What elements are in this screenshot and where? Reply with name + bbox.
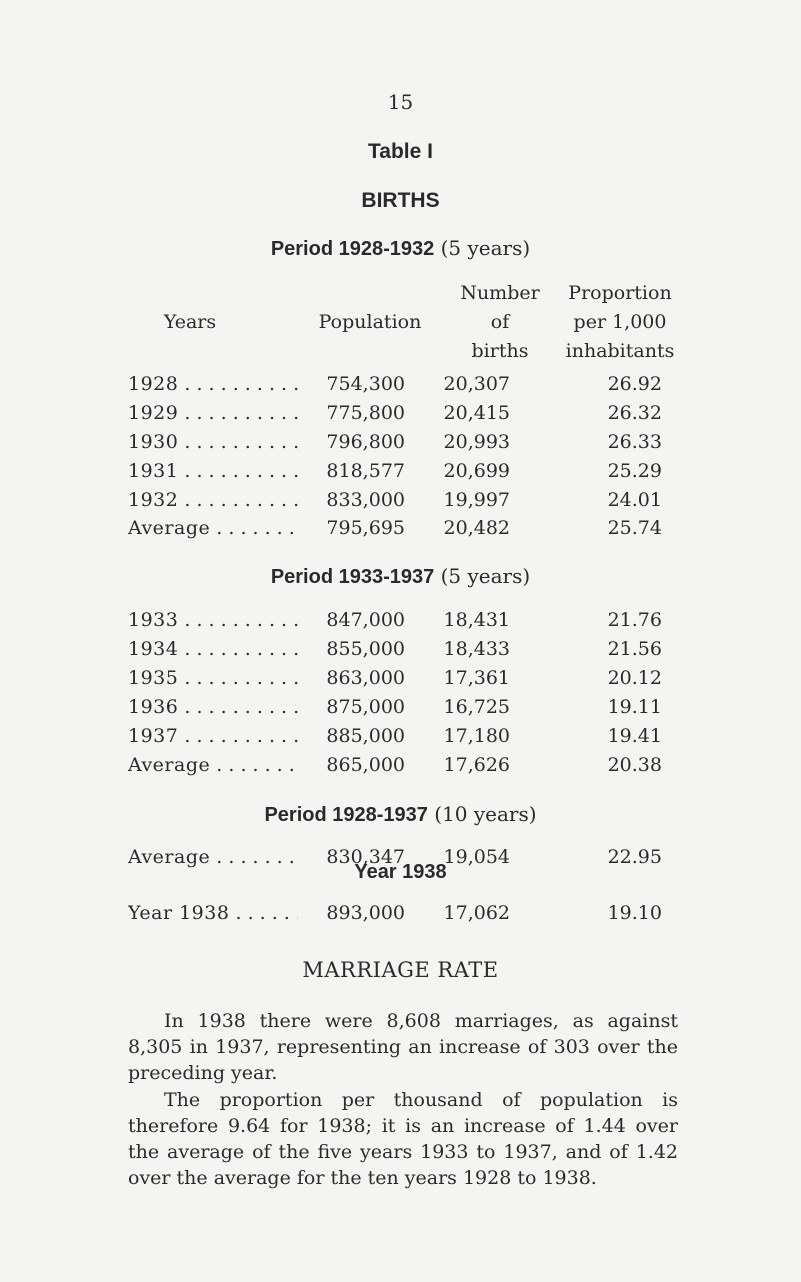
row-year: 1929 . . . xyxy=(128,402,298,424)
row-proportion: 24.01 xyxy=(607,489,662,511)
column-header-years: Years xyxy=(163,311,217,333)
header-line: Number xyxy=(460,282,540,304)
table-row xyxy=(0,667,801,697)
header-line: Proportion xyxy=(568,282,672,304)
paragraph: The proportion per thousand of population is therefore 9.64 for 1938; it is an increase of 1.44 over the average of the five years 1933 to 1937, and of 1.42 over the average for the ten years 1928 to 1938. xyxy=(128,1089,678,1189)
column-header-proportion xyxy=(510,279,730,366)
row-births: 20,993 xyxy=(443,431,510,453)
row-population: 855,000 xyxy=(326,638,405,660)
row-proportion: 21.56 xyxy=(607,638,662,660)
row-year: 1928 . . . xyxy=(128,373,298,395)
row-population: 893,000 xyxy=(326,902,405,924)
row-proportion: 21.76 xyxy=(607,609,662,631)
period-label: Period 1933-1937 xyxy=(270,566,435,588)
period-heading-1928-1937 xyxy=(0,802,801,827)
row-population: 818,577 xyxy=(326,460,405,482)
row-proportion: 22.95 xyxy=(607,846,662,868)
row-year: Average . . . xyxy=(128,754,298,776)
paragraph: In 1938 there were 8,608 marriages, as against 8,305 in 1937, representing an increase of 303 over the preceding year. xyxy=(128,1010,678,1084)
row-proportion: 25.74 xyxy=(607,517,662,539)
row-births: 20,699 xyxy=(443,460,510,482)
table-row xyxy=(0,725,801,755)
row-births: 16,725 xyxy=(443,696,510,718)
row-births: 17,062 xyxy=(443,902,510,924)
row-proportion: 19.11 xyxy=(607,696,662,718)
row-proportion: 26.92 xyxy=(607,373,662,395)
table-row xyxy=(0,696,801,726)
row-year: 1934 . . . xyxy=(128,638,298,660)
table-row xyxy=(0,460,801,490)
row-proportion: 20.12 xyxy=(607,667,662,689)
row-population: 875,000 xyxy=(326,696,405,718)
row-births: 17,626 xyxy=(443,754,510,776)
period-heading-1928-1932 xyxy=(0,236,801,261)
row-population: 847,000 xyxy=(326,609,405,631)
period-label: Period 1928-1932 xyxy=(270,238,435,260)
row-births: 17,180 xyxy=(443,725,510,747)
row-population: 795,695 xyxy=(326,517,405,539)
table-row xyxy=(0,489,801,519)
row-proportion: 19.41 xyxy=(607,725,662,747)
row-population: 863,000 xyxy=(326,667,405,689)
table-row xyxy=(0,609,801,639)
row-population: 775,800 xyxy=(326,402,405,424)
marriage-rate-title: MARRIAGE RATE xyxy=(302,958,499,982)
row-births: 20,307 xyxy=(443,373,510,395)
row-year: 1936 . . . xyxy=(128,696,298,718)
period-suffix: (5 years) xyxy=(440,236,531,260)
row-year: 1931 . . . xyxy=(128,460,298,482)
table-row-average xyxy=(0,754,801,784)
births-title: BIRTHS xyxy=(361,189,440,212)
row-proportion: 19.10 xyxy=(607,902,662,924)
row-year: 1933 . . . xyxy=(128,609,298,631)
table-row xyxy=(0,402,801,432)
row-births: 19,054 xyxy=(443,846,510,868)
row-population: 885,000 xyxy=(326,725,405,747)
row-births: 18,433 xyxy=(443,638,510,660)
period-label: Period 1928-1937 xyxy=(264,804,428,826)
table-row xyxy=(0,373,801,403)
column-header-population: Population xyxy=(318,311,422,333)
year-1938-heading xyxy=(0,859,801,884)
period-heading-1933-1937 xyxy=(0,564,801,589)
table-row-average xyxy=(0,517,801,547)
table-row xyxy=(0,431,801,461)
period-label: Year 1938 xyxy=(354,861,447,883)
row-year: Year 1938 . . . xyxy=(128,902,298,924)
row-year: Average . . . xyxy=(128,517,298,539)
row-population: 830,347 xyxy=(326,846,405,868)
header-line: births xyxy=(471,340,529,362)
row-births: 17,361 xyxy=(443,667,510,689)
page-number: 15 xyxy=(387,90,414,114)
row-population: 865,000 xyxy=(326,754,405,776)
row-births: 20,415 xyxy=(443,402,510,424)
row-population: 796,800 xyxy=(326,431,405,453)
row-births: 18,431 xyxy=(443,609,510,631)
row-year: 1937 . . . xyxy=(128,725,298,747)
header-line: inhabitants xyxy=(565,340,675,362)
period-suffix: (5 years) xyxy=(440,564,531,588)
table-row xyxy=(0,638,801,668)
row-births: 19,997 xyxy=(443,489,510,511)
row-proportion: 26.33 xyxy=(607,431,662,453)
period-suffix: (10 years) xyxy=(434,802,537,826)
row-year: 1932 . . . xyxy=(128,489,298,511)
row-population: 754,300 xyxy=(326,373,405,395)
row-proportion: 20.38 xyxy=(607,754,662,776)
row-births: 20,482 xyxy=(443,517,510,539)
table-title: Table I xyxy=(368,140,433,163)
row-proportion: 25.29 xyxy=(607,460,662,482)
row-population: 833,000 xyxy=(326,489,405,511)
row-year: 1930 . . . xyxy=(128,431,298,453)
row-year: Average . . . xyxy=(128,846,298,868)
header-line: per 1,000 xyxy=(573,311,667,333)
header-line: of xyxy=(490,311,510,333)
row-proportion: 26.32 xyxy=(607,402,662,424)
row-year: 1935 . . . xyxy=(128,667,298,689)
table-row-year-1938 xyxy=(0,902,801,932)
